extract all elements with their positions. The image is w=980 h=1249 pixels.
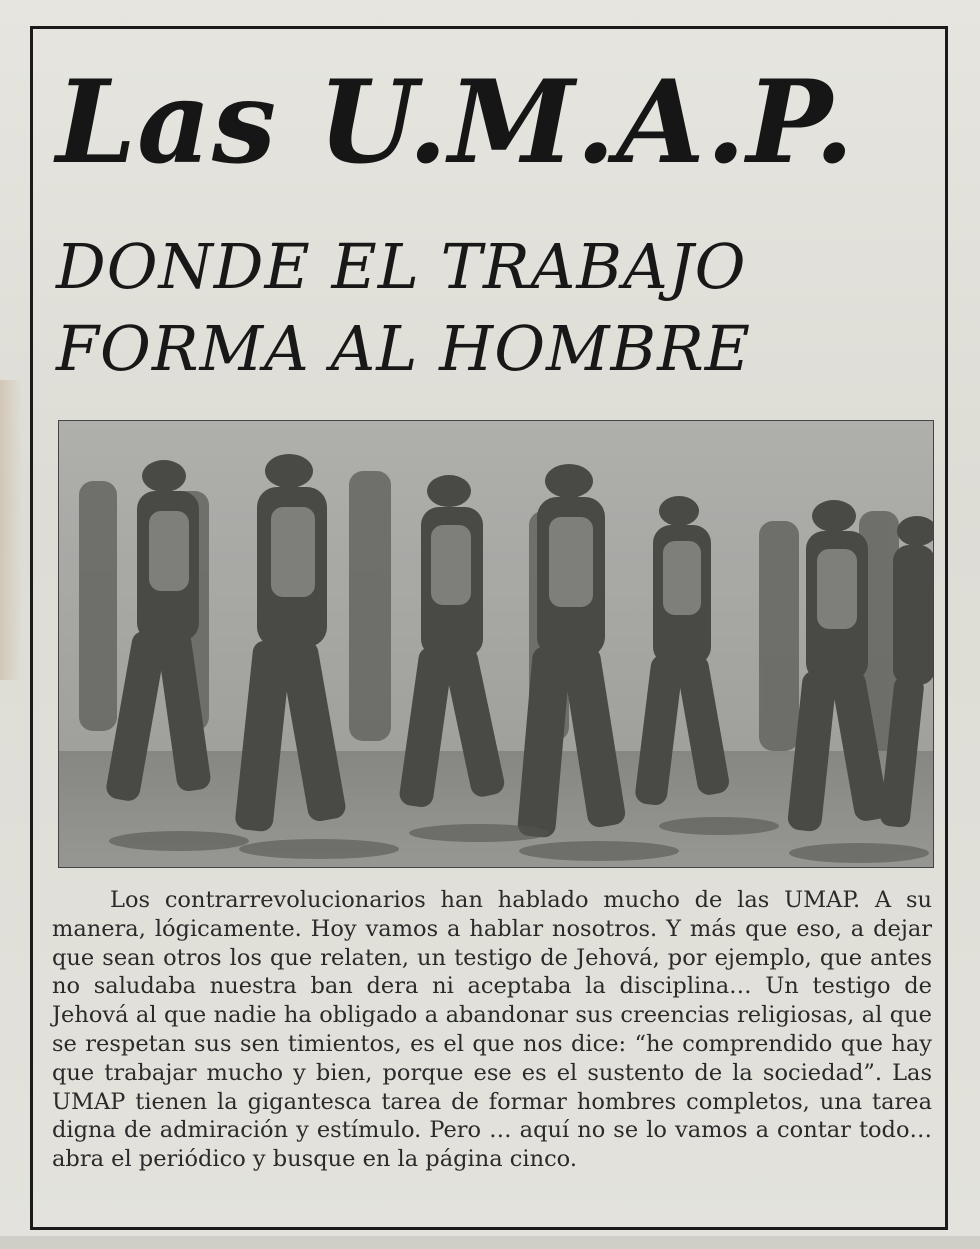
subtitle-line-1: DONDE EL TRABAJO [56, 230, 747, 303]
article-body: Los contrarrevolucionarios han hablado mucho de las UMAP. A su manera, lógicamente. Hoy vamos a hablar nosotros. Y más que eso, a dejar que sean otros los que relaten, un testigo de Jehová, por ejemplo, que antes no saludaba nuestra ban dera ni aceptaba la disciplina… Un testigo de Jehová al que nadie ha obligado a abandonar sus creencias religiosas, al que se respetan sus sen timientos, es el que nos dice: “he comprendido que hay que trabajar mucho y bien, porque ese es el sustento de la sociedad”. Las UMAP tienen la gigantesca tarea de formar hombres completos, una tarea digna de admiración y estímulo. Pero … aquí no se lo vamos a contar todo… abra el periódico y busque en la página cinco. [52, 887, 932, 1173]
article-photo [58, 420, 934, 868]
page-edge [0, 1236, 980, 1249]
headline-title: Las U.M.A.P. [56, 55, 856, 189]
subtitle-line-2: FORMA AL HOMBRE [56, 312, 752, 385]
paper-stain [0, 380, 22, 680]
photograph-marching-workers-icon [59, 421, 934, 868]
headline-subtitle [56, 226, 751, 390]
